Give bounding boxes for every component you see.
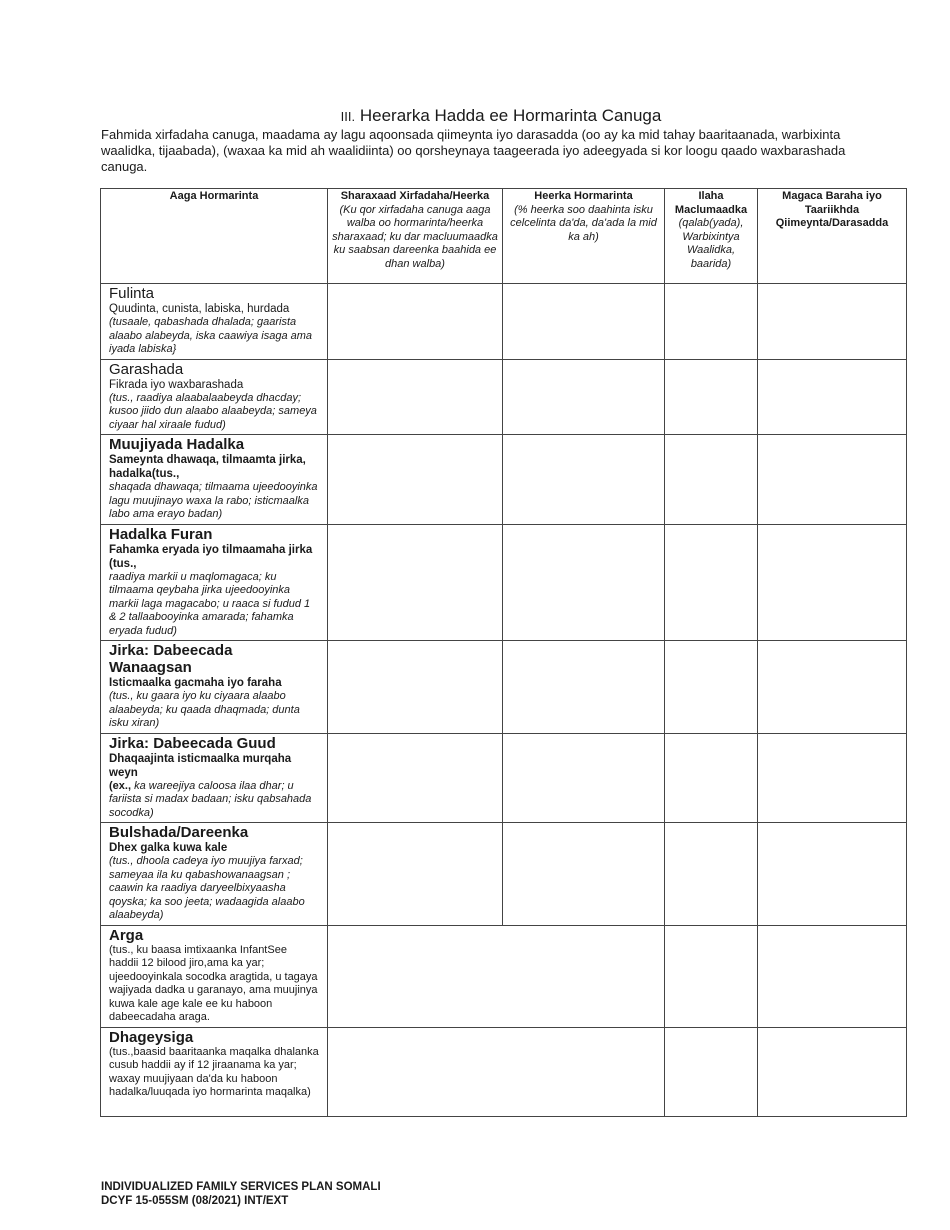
skills-cell[interactable] <box>328 524 503 641</box>
skills-cell[interactable] <box>328 284 503 360</box>
header-sources: Ilaha Maclumaadka (qalab(yada), Warbixintya Waalidka, baarida) <box>665 189 758 284</box>
level-cell[interactable] <box>503 435 665 525</box>
table-row <box>101 925 907 1027</box>
level-cell[interactable] <box>503 524 665 641</box>
area-cell-hearing: Dhageysiga (tus.,baasid baaritaanka maqalka dhalanka cusub haddii ay if 12 jiraanama ka yar; waxay muujiyaan da'da ku haboon hadalka/luuqada iyo hormarinta maqalka) <box>101 1027 328 1116</box>
skills-cell[interactable] <box>328 733 503 823</box>
level-cell[interactable] <box>503 284 665 360</box>
table-row <box>101 284 907 360</box>
sources-cell[interactable] <box>665 733 758 823</box>
skills-cell[interactable] <box>328 641 503 734</box>
names-dates-cell[interactable] <box>758 823 907 926</box>
header-names-dates: Magaca Baraha iyo Taariikhda Qiimeynta/Darasadda <box>758 189 907 284</box>
names-dates-cell[interactable] <box>758 524 907 641</box>
level-cell[interactable] <box>503 733 665 823</box>
names-dates-cell[interactable] <box>758 1027 907 1116</box>
skills-level-merged-cell[interactable] <box>328 1027 665 1116</box>
names-dates-cell[interactable] <box>758 284 907 360</box>
area-cell-expressive: Muujiyada Hadalka Sameynta dhawaqa, tilmaamta jirka, hadalka(tus., shaqada dhawaqa; tilmaama ujeedooyinka lagu muujinayo waxa la rabo; isticmaalka labo ama erayo badan) <box>101 435 328 525</box>
section-title <box>0 106 950 126</box>
section-intro: Fahmida xirfadaha canuga, maadama ay lagu aqoonsada qiimeynta iyo darasadda (oo ay ka mid tahay baaritaanada, warbixinta waalidka, tijaabada), (waxaa ka mid ah waalidiinta) oo qorsheynaya taageerada iyo adeegyada si kor loogu qaado waxbarashada canuga. <box>101 127 846 174</box>
table-row <box>101 524 907 641</box>
table-row <box>101 823 907 926</box>
form-name: INDIVIDUALIZED FAMILY SERVICES PLAN SOMALI <box>101 1181 381 1193</box>
level-cell[interactable] <box>503 641 665 734</box>
sources-cell[interactable] <box>665 524 758 641</box>
names-dates-cell[interactable] <box>758 435 907 525</box>
table-row <box>101 733 907 823</box>
area-cell-receptive: Hadalka Furan Fahamka eryada iyo tilmaamaha jirka (tus., raadiya markii u maqlomagaca; ku tilmaama qeybaha jirka ujeedooyinka markii laga magacabo; u raaca si fudud 1 & 2 tallaabooyinka amarada; fahamka eryada fudud) <box>101 524 328 641</box>
skills-cell[interactable] <box>328 823 503 926</box>
sources-cell[interactable] <box>665 641 758 734</box>
level-cell[interactable] <box>503 823 665 926</box>
names-dates-cell[interactable] <box>758 925 907 1027</box>
skills-cell[interactable] <box>328 435 503 525</box>
names-dates-cell[interactable] <box>758 641 907 734</box>
section-roman-numeral: III. <box>340 109 356 124</box>
names-dates-cell[interactable] <box>758 359 907 435</box>
form-footer <box>101 1180 381 1208</box>
sources-cell[interactable] <box>665 925 758 1027</box>
sources-cell[interactable] <box>665 284 758 360</box>
section-title-text: Heerarka Hadda ee Hormarinta Canuga <box>359 106 662 125</box>
header-level: Heerka Hormarinta (% heerka soo daahinta isku celcelinta da'da, da'ada la mid ka ah) <box>503 189 665 284</box>
area-cell-adaptive: Fulinta Quudinta, cunista, labiska, hurdada (tusaale, qabashada dhalada; gaarista alaabo alabeyda, iska caawiya isaga ama iyada labiska} <box>101 284 328 360</box>
sources-cell[interactable] <box>665 823 758 926</box>
level-cell[interactable] <box>503 359 665 435</box>
area-cell-fine-motor: Jirka: Dabeecada Wanaagsan Isticmaalka gacmaha iyo faraha (tus., ku gaara iyo ku ciyaara alaabo alaabeyda; ku qaada dhaqmada; dunta isku xiran) <box>101 641 328 734</box>
development-table <box>100 188 907 1117</box>
sources-cell[interactable] <box>665 1027 758 1116</box>
skills-level-merged-cell[interactable] <box>328 925 665 1027</box>
area-cell-social-emotional: Bulshada/Dareenka Dhex galka kuwa kale (tus., dhoola cadeya iyo muujiya farxad; sameyaa ila ku qabashowanaagsan ; caawin ka raadiya daryeelbixyaasha qoyska; ka soo jeeta; wadaagida alaabo alaabeyda) <box>101 823 328 926</box>
skills-cell[interactable] <box>328 359 503 435</box>
header-skills: Sharaxaad Xirfadaha/Heerka (Ku qor xirfadaha canuga aaga walba oo hormarinta/heerka sharaxaad; ku dar macluumaadka ku saabsan dareenka baahida ee dhan walba) <box>328 189 503 284</box>
table-row <box>101 435 907 525</box>
area-cell-gross-motor: Jirka: Dabeecada Guud Dhaqaajinta isticmaalka murqaha weyn (ex., ka wareejiya caloosa ilaa dhar; u fariista si madax badaan; isku qabsahada socodka) <box>101 733 328 823</box>
table-row <box>101 641 907 734</box>
table-header-row <box>101 189 907 284</box>
names-dates-cell[interactable] <box>758 733 907 823</box>
table-row <box>101 359 907 435</box>
sources-cell[interactable] <box>665 359 758 435</box>
header-area: Aaga Hormarinta <box>101 189 328 284</box>
table-row <box>101 1027 907 1116</box>
area-cell-cognitive: Garashada Fikrada iyo waxbarashada (tus., raadiya alaabalaabeyda dhacday; kusoo jiido dun alaabo alaabeyda; sameya ciyaar hal xiraale fudud) <box>101 359 328 435</box>
form-number: DCYF 15-055SM (08/2021) INT/EXT <box>101 1195 289 1207</box>
area-cell-vision: Arga (tus., ku baasa imtixaanka InfantSee haddii 12 bilood jiro,ama ka yar; ujeedooyinkala socodka aragtida, u tagaya wajiyada dadka u garanayo, ama muujinya kuwa kale age kale ee ku haboon dabeecadaha araga. <box>101 925 328 1027</box>
sources-cell[interactable] <box>665 435 758 525</box>
